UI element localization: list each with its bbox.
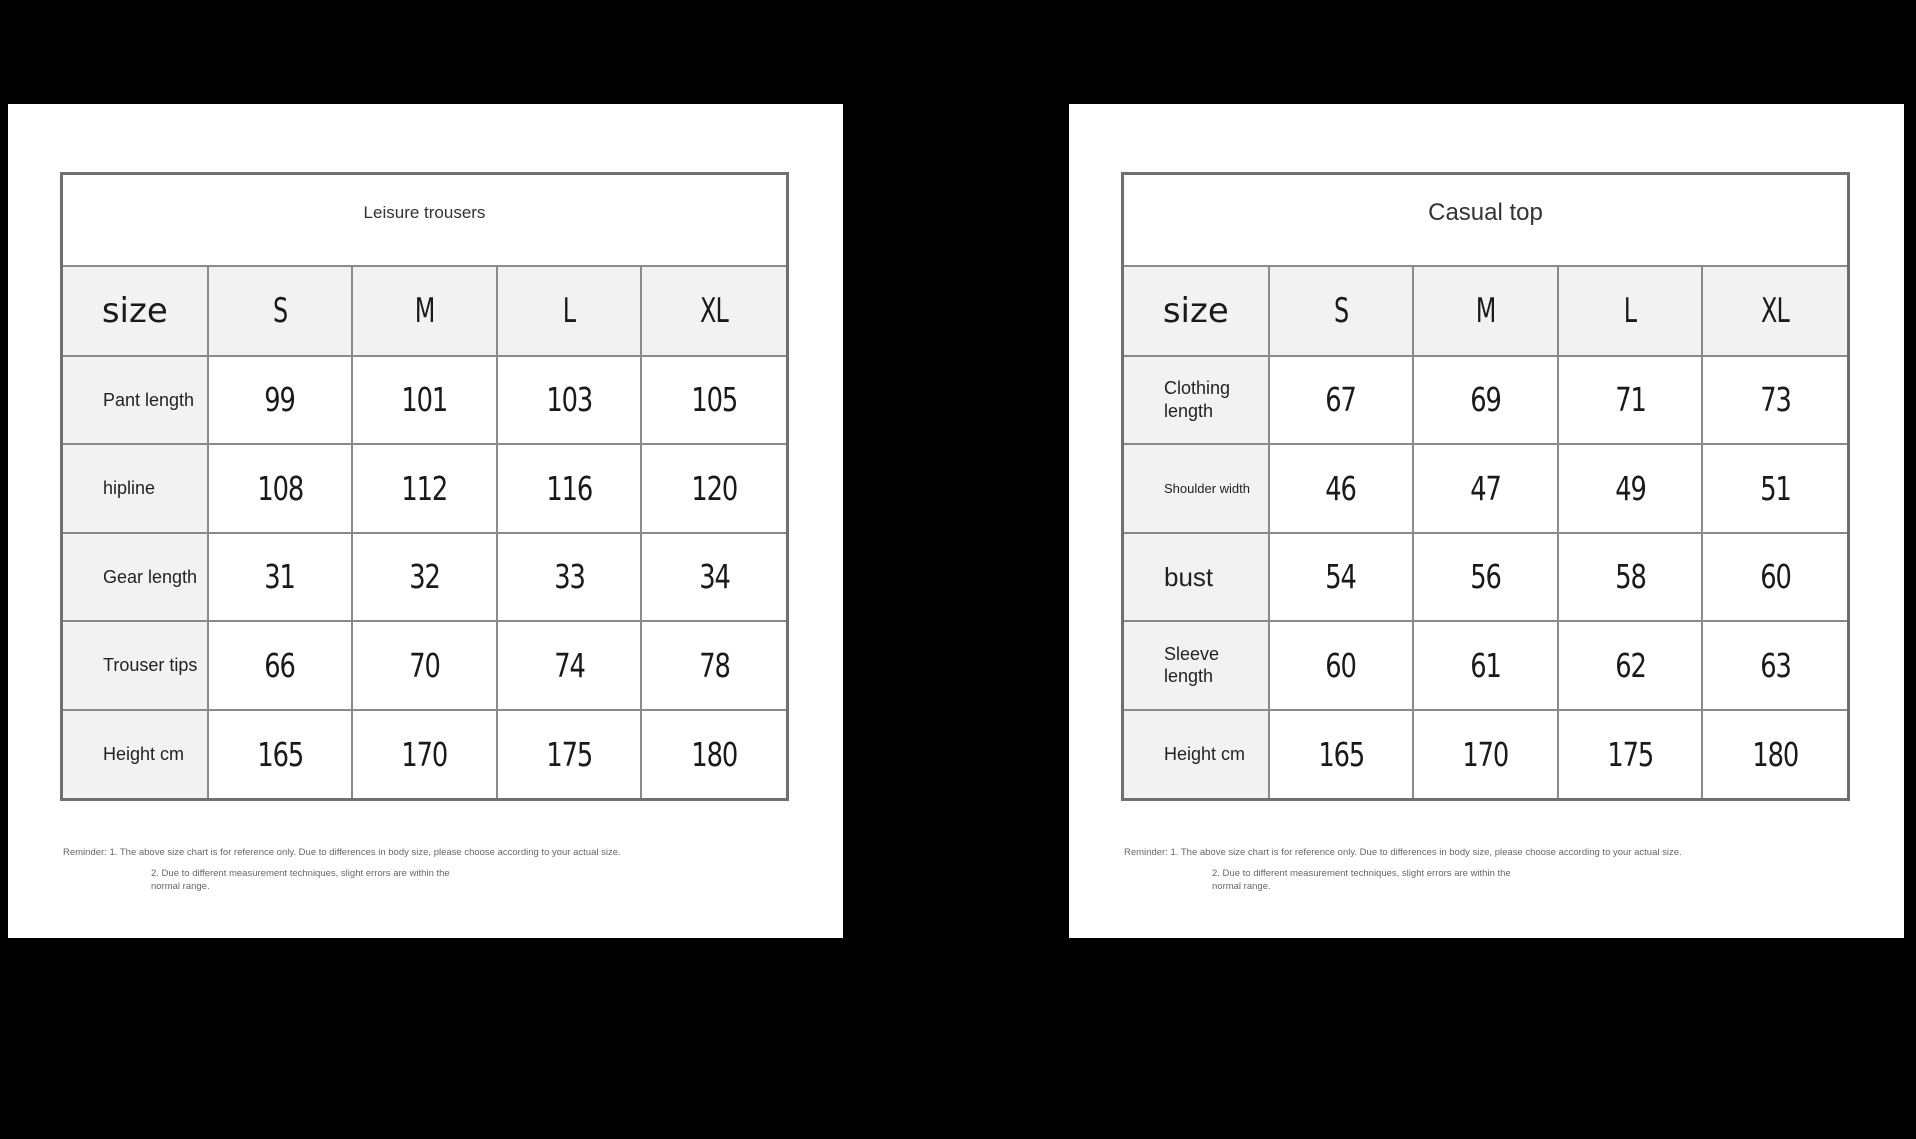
reminder-note-2: 2. Due to different measurement techniques, slight errors are within the normal range.	[1212, 868, 1511, 892]
table-row	[63, 356, 786, 445]
value-cell: 49	[1558, 444, 1703, 533]
value-cell: 60	[1702, 533, 1847, 622]
size-table	[63, 267, 786, 798]
value-cell: 34	[641, 533, 786, 622]
chart-title: Leisure trousers	[63, 175, 786, 267]
table-row	[63, 444, 786, 533]
header-row	[63, 267, 786, 356]
value-cell: 165	[208, 710, 353, 799]
value-cell: 170	[352, 710, 497, 799]
value-cell: 58	[1558, 533, 1703, 622]
size-header: size	[1124, 267, 1269, 356]
value-cell: 54	[1269, 533, 1414, 622]
top-size-chart	[1121, 172, 1850, 801]
value-cell: 112	[352, 444, 497, 533]
size-l-header: L	[497, 267, 642, 356]
value-cell: 73	[1702, 356, 1847, 445]
chart-title: Casual top	[1124, 175, 1847, 267]
value-cell: 108	[208, 444, 353, 533]
reminder-note-1: Reminder: 1. The above size chart is for reference only. Due to differences in body size, please choose according to your actual size.	[1124, 847, 1682, 858]
value-cell: 71	[1558, 356, 1703, 445]
value-cell: 175	[497, 710, 642, 799]
size-xl-header: XL	[1702, 267, 1847, 356]
value-cell: 62	[1558, 621, 1703, 710]
table-row	[1124, 533, 1847, 622]
size-s-header: S	[1269, 267, 1414, 356]
value-cell: 46	[1269, 444, 1414, 533]
reminder-note	[63, 846, 683, 893]
value-cell: 74	[497, 621, 642, 710]
value-cell: 116	[497, 444, 642, 533]
size-l-header: L	[1558, 267, 1703, 356]
value-cell: 61	[1413, 621, 1558, 710]
reminder-note-2: 2. Due to different measurement techniques, slight errors are within the normal range.	[151, 868, 450, 892]
size-table	[1124, 267, 1847, 798]
top-size-chart-panel	[1069, 104, 1904, 938]
value-cell: 103	[497, 356, 642, 445]
header-row	[1124, 267, 1847, 356]
table-row	[63, 621, 786, 710]
trousers-size-chart	[60, 172, 789, 801]
row-label: Trouser tips	[63, 621, 208, 710]
row-label: Clothing length	[1124, 356, 1269, 445]
value-cell: 70	[352, 621, 497, 710]
row-label: Height cm	[1124, 710, 1269, 799]
value-cell: 180	[641, 710, 786, 799]
value-cell: 105	[641, 356, 786, 445]
row-label: Pant length	[63, 356, 208, 445]
row-label: Height cm	[63, 710, 208, 799]
value-cell: 101	[352, 356, 497, 445]
value-cell: 56	[1413, 533, 1558, 622]
size-xl-header: XL	[641, 267, 786, 356]
table-row	[1124, 621, 1847, 710]
table-row	[1124, 444, 1847, 533]
table-row	[1124, 710, 1847, 799]
value-cell: 180	[1702, 710, 1847, 799]
size-header: size	[63, 267, 208, 356]
value-cell: 120	[641, 444, 786, 533]
row-label: Shoulder width	[1124, 444, 1269, 533]
value-cell: 66	[208, 621, 353, 710]
trousers-size-chart-panel	[8, 104, 843, 938]
value-cell: 78	[641, 621, 786, 710]
size-m-header: M	[352, 267, 497, 356]
value-cell: 170	[1413, 710, 1558, 799]
row-label: hipline	[63, 444, 208, 533]
value-cell: 31	[208, 533, 353, 622]
size-s-header: S	[208, 267, 353, 356]
value-cell: 33	[497, 533, 642, 622]
value-cell: 175	[1558, 710, 1703, 799]
value-cell: 69	[1413, 356, 1558, 445]
value-cell: 32	[352, 533, 497, 622]
table-row	[1124, 356, 1847, 445]
row-label: Sleeve length	[1124, 621, 1269, 710]
row-label: Gear length	[63, 533, 208, 622]
table-row	[63, 533, 786, 622]
reminder-note-1: Reminder: 1. The above size chart is for reference only. Due to differences in body size, please choose according to your actual size.	[63, 847, 621, 858]
size-m-header: M	[1413, 267, 1558, 356]
value-cell: 47	[1413, 444, 1558, 533]
value-cell: 51	[1702, 444, 1847, 533]
value-cell: 165	[1269, 710, 1414, 799]
value-cell: 60	[1269, 621, 1414, 710]
reminder-note	[1124, 846, 1744, 893]
row-label: bust	[1124, 533, 1269, 622]
value-cell: 63	[1702, 621, 1847, 710]
value-cell: 99	[208, 356, 353, 445]
value-cell: 67	[1269, 356, 1414, 445]
table-row	[63, 710, 786, 799]
